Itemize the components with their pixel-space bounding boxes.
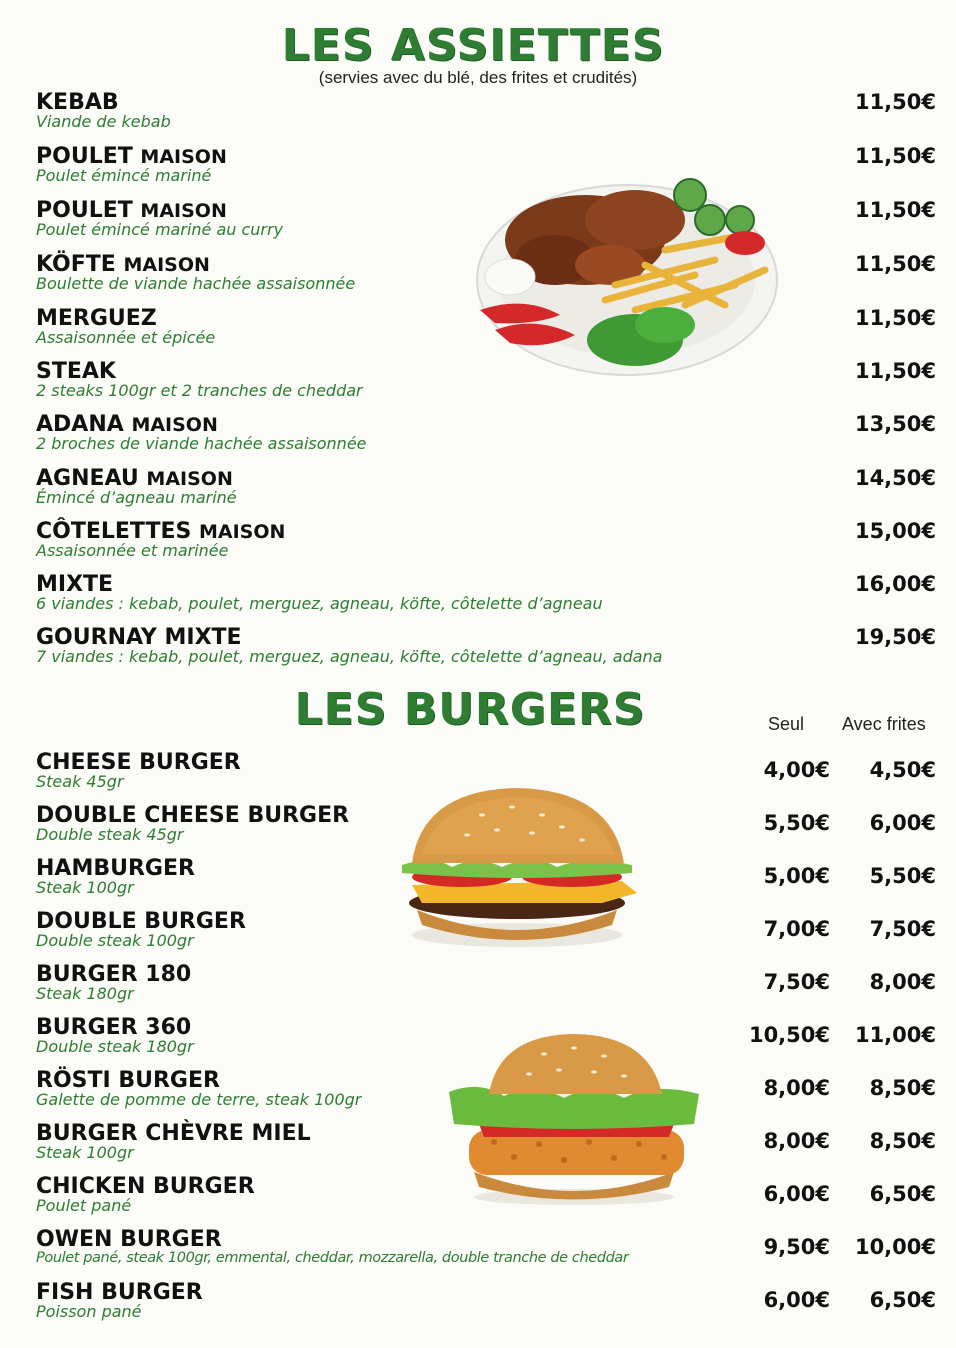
item-name: MIXTE bbox=[36, 572, 114, 597]
item-name: DOUBLE CHEESE BURGER bbox=[36, 803, 350, 828]
item-description: Poulet pané bbox=[36, 1196, 132, 1215]
item-name: CHICKEN BURGER bbox=[36, 1174, 255, 1199]
item-description: Émincé d’agneau mariné bbox=[36, 488, 237, 507]
price-avec-frites: 5,50€ bbox=[869, 864, 936, 888]
price-avec-frites: 4,50€ bbox=[869, 758, 936, 782]
item-name: BURGER CHÈVRE MIEL bbox=[36, 1121, 311, 1146]
kebab-plate-image bbox=[465, 165, 785, 380]
item-description: Viande de kebab bbox=[36, 112, 171, 131]
item-name: GOURNAY MIXTE bbox=[36, 625, 242, 650]
item-description: Assaisonnée et marinée bbox=[36, 541, 229, 560]
burgers-title: LES BURGERS bbox=[294, 684, 646, 735]
column-header-avec-frites: Avec frites bbox=[842, 714, 926, 734]
item-description: Assaisonnée et épicée bbox=[36, 328, 216, 347]
item-description: Steak 100gr bbox=[36, 878, 134, 897]
item-name: KÖFTE bbox=[36, 252, 116, 277]
price-avec-frites: 6,50€ bbox=[869, 1182, 936, 1206]
assiettes-subtitle: (servies avec du blé, des frites et crudités) bbox=[318, 68, 638, 87]
item-description: 2 broches de viande hachée assaisonnée bbox=[36, 434, 367, 453]
price-seul: 10,50€ bbox=[748, 1023, 830, 1047]
item-price: 11,50€ bbox=[854, 359, 936, 383]
item-description: Double steak 100gr bbox=[36, 931, 194, 950]
item-description: 2 steaks 100gr et 2 tranches de cheddar bbox=[36, 381, 363, 400]
item-price: 15,00€ bbox=[854, 519, 936, 543]
price-seul: 9,50€ bbox=[763, 1235, 830, 1259]
item-name: OWEN BURGER bbox=[36, 1227, 222, 1252]
item-description: Poulet émincé mariné au curry bbox=[36, 220, 284, 239]
assiette-item bbox=[36, 625, 936, 666]
price-avec-frites: 10,00€ bbox=[854, 1235, 936, 1259]
item-description: Poisson pané bbox=[36, 1302, 142, 1321]
column-header-seul: Seul bbox=[768, 714, 805, 734]
item-name-suffix: MAISON bbox=[123, 254, 210, 276]
price-seul: 6,00€ bbox=[763, 1288, 830, 1312]
item-price: 13,50€ bbox=[854, 412, 936, 436]
item-name: CÔTELETTES bbox=[36, 519, 192, 544]
assiettes-title: LES ASSIETTES bbox=[281, 20, 665, 71]
burger-item bbox=[36, 1280, 936, 1321]
item-description: Boulette de viande hachée assaisonnée bbox=[36, 274, 356, 293]
item-price: 11,50€ bbox=[854, 144, 936, 168]
item-name-suffix: MAISON bbox=[131, 414, 218, 436]
item-name: FISH BURGER bbox=[36, 1280, 203, 1305]
price-seul: 5,50€ bbox=[763, 811, 830, 835]
chicken-burger-image bbox=[444, 1032, 704, 1207]
item-description: Poulet pané, steak 100gr, emmental, cheddar, mozzarella, double tranche de cheddar bbox=[36, 1250, 629, 1266]
item-name: MERGUEZ bbox=[36, 306, 157, 331]
price-avec-frites: 6,50€ bbox=[869, 1288, 936, 1312]
assiette-item bbox=[36, 412, 936, 453]
price-seul: 6,00€ bbox=[763, 1182, 830, 1206]
assiette-item bbox=[36, 519, 936, 560]
price-seul: 5,00€ bbox=[763, 864, 830, 888]
item-name-suffix: MAISON bbox=[140, 200, 227, 222]
item-description: Double steak 45gr bbox=[36, 825, 184, 844]
item-name: STEAK bbox=[36, 359, 116, 384]
item-name-suffix: MAISON bbox=[199, 521, 286, 543]
item-name: POULET bbox=[36, 198, 133, 223]
item-price: 14,50€ bbox=[854, 466, 936, 490]
item-name: AGNEAU bbox=[36, 466, 139, 491]
price-avec-frites: 8,50€ bbox=[869, 1076, 936, 1100]
item-name-suffix: MAISON bbox=[140, 146, 227, 168]
price-seul: 4,00€ bbox=[763, 758, 830, 782]
burger-item bbox=[36, 962, 936, 1003]
price-avec-frites: 7,50€ bbox=[869, 917, 936, 941]
cheeseburger-image bbox=[392, 785, 642, 950]
price-seul: 7,50€ bbox=[763, 970, 830, 994]
item-description: 7 viandes : kebab, poulet, merguez, agneau, köfte, côtelette d’agneau, adana bbox=[36, 647, 663, 666]
item-description: Steak 180gr bbox=[36, 984, 134, 1003]
item-price: 16,00€ bbox=[854, 572, 936, 596]
item-name: DOUBLE BURGER bbox=[36, 909, 246, 934]
price-avec-frites: 8,50€ bbox=[869, 1129, 936, 1153]
item-price: 11,50€ bbox=[854, 198, 936, 222]
item-price: 19,50€ bbox=[854, 625, 936, 649]
assiette-item bbox=[36, 466, 936, 507]
price-avec-frites: 8,00€ bbox=[869, 970, 936, 994]
item-name: BURGER 180 bbox=[36, 962, 192, 987]
price-seul: 8,00€ bbox=[763, 1076, 830, 1100]
price-seul: 8,00€ bbox=[763, 1129, 830, 1153]
item-name: RÖSTI BURGER bbox=[36, 1068, 220, 1093]
burger-item bbox=[36, 1227, 936, 1268]
item-name: HAMBURGER bbox=[36, 856, 195, 881]
item-description: Steak 45gr bbox=[36, 772, 124, 791]
item-name: KEBAB bbox=[36, 90, 119, 115]
item-price: 11,50€ bbox=[854, 306, 936, 330]
item-name: ADANA bbox=[36, 412, 124, 437]
item-description: Double steak 180gr bbox=[36, 1037, 194, 1056]
item-description: Poulet émincé mariné bbox=[36, 166, 212, 185]
price-avec-frites: 11,00€ bbox=[854, 1023, 936, 1047]
assiette-item bbox=[36, 572, 936, 613]
price-seul: 7,00€ bbox=[763, 917, 830, 941]
item-description: Steak 100gr bbox=[36, 1143, 134, 1162]
item-price: 11,50€ bbox=[854, 90, 936, 114]
item-name: POULET bbox=[36, 144, 133, 169]
item-name: BURGER 360 bbox=[36, 1015, 192, 1040]
item-description: 6 viandes : kebab, poulet, merguez, agneau, köfte, côtelette d’agneau bbox=[36, 594, 603, 613]
price-avec-frites: 6,00€ bbox=[869, 811, 936, 835]
item-price: 11,50€ bbox=[854, 252, 936, 276]
assiette-item bbox=[36, 90, 936, 131]
item-name: CHEESE BURGER bbox=[36, 750, 241, 775]
item-name-suffix: MAISON bbox=[146, 468, 233, 490]
item-description: Galette de pomme de terre, steak 100gr bbox=[36, 1090, 362, 1109]
